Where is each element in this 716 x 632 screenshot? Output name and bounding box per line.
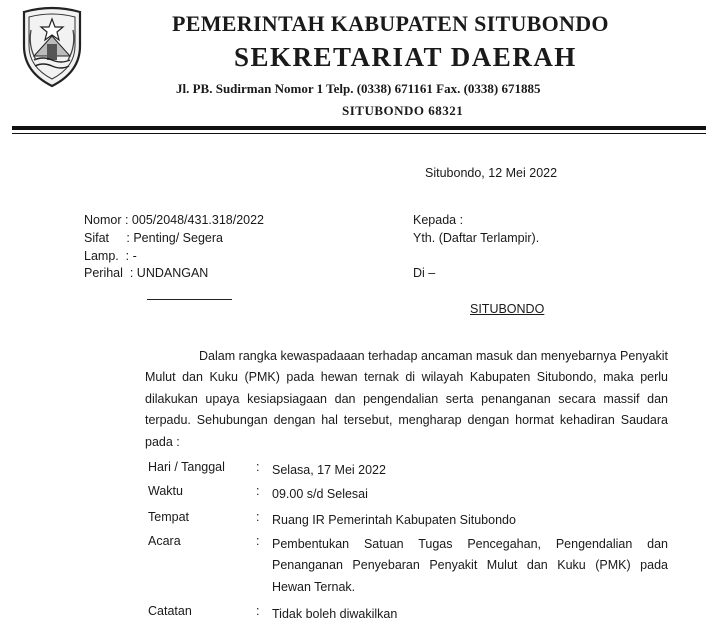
- detail-value: Pembentukan Satuan Tugas Pencegahan, Pengendalian dan Penanganan Penyebaran Penyakit Mulut dan Kuku (PMK) pada Hewan Ternak.: [272, 537, 668, 594]
- header-government-name: PEMERINTAH KABUPATEN SITUBONDO: [172, 11, 609, 36]
- detail-value: 09.00 s/d Selesai: [272, 487, 368, 501]
- recipient-di: Di –: [413, 266, 436, 280]
- subject-underline: [147, 299, 232, 300]
- letter-number: Nomor : 005/2048/431.318/2022: [84, 213, 264, 227]
- regency-coat-of-arms-icon: [18, 6, 86, 88]
- detail-label: Tempat: [148, 510, 189, 524]
- letter-attachment: Lamp. : -: [84, 249, 137, 263]
- recipient-kepada: Kepada :: [413, 213, 464, 227]
- recipient-yth: Yth. (Daftar Terlampir).: [413, 231, 540, 245]
- letterhead-thin-rule: [12, 133, 706, 134]
- header-city-postal: SITUBONDO 68321: [342, 103, 464, 118]
- letter-nature: Sifat : Penting/ Segera: [84, 231, 223, 245]
- detail-label: Catatan: [148, 604, 192, 618]
- detail-label: Waktu: [148, 484, 183, 498]
- detail-value: Tidak boleh diwakilkan: [272, 607, 398, 621]
- letter-date: Situbondo, 12 Mei 2022: [425, 166, 558, 180]
- letterhead-thick-rule: [12, 126, 706, 130]
- body-paragraph: Dalam rangka kewaspadaaan terhadap ancaman masuk dan menyebarnya Penyakit Mulut dan Kuku (PMK) pada hewan ternak di wilayah Kabupaten Situbondo, maka perlu dilakukan upaya kesiapsiagaan dan pengendalian serta penanganan secara massif dan terpadu. Sehubungan dengan hal tersebut, mengharap dengan hormat kehadiran Saudara pada :: [145, 349, 668, 449]
- header-address: Jl. PB. Sudirman Nomor 1 Telp. (0338) 671161 Fax. (0338) 671885: [176, 81, 541, 96]
- detail-label: Hari / Tanggal: [148, 460, 225, 474]
- detail-value: Ruang IR Pemerintah Kabupaten Situbondo: [272, 513, 516, 527]
- detail-label: Acara: [148, 534, 181, 548]
- recipient-city: SITUBONDO: [470, 302, 545, 316]
- detail-value: Selasa, 17 Mei 2022: [272, 463, 386, 477]
- letter-subject: Perihal : UNDANGAN: [84, 266, 209, 280]
- header-office-name: SEKRETARIAT DAERAH: [234, 42, 577, 72]
